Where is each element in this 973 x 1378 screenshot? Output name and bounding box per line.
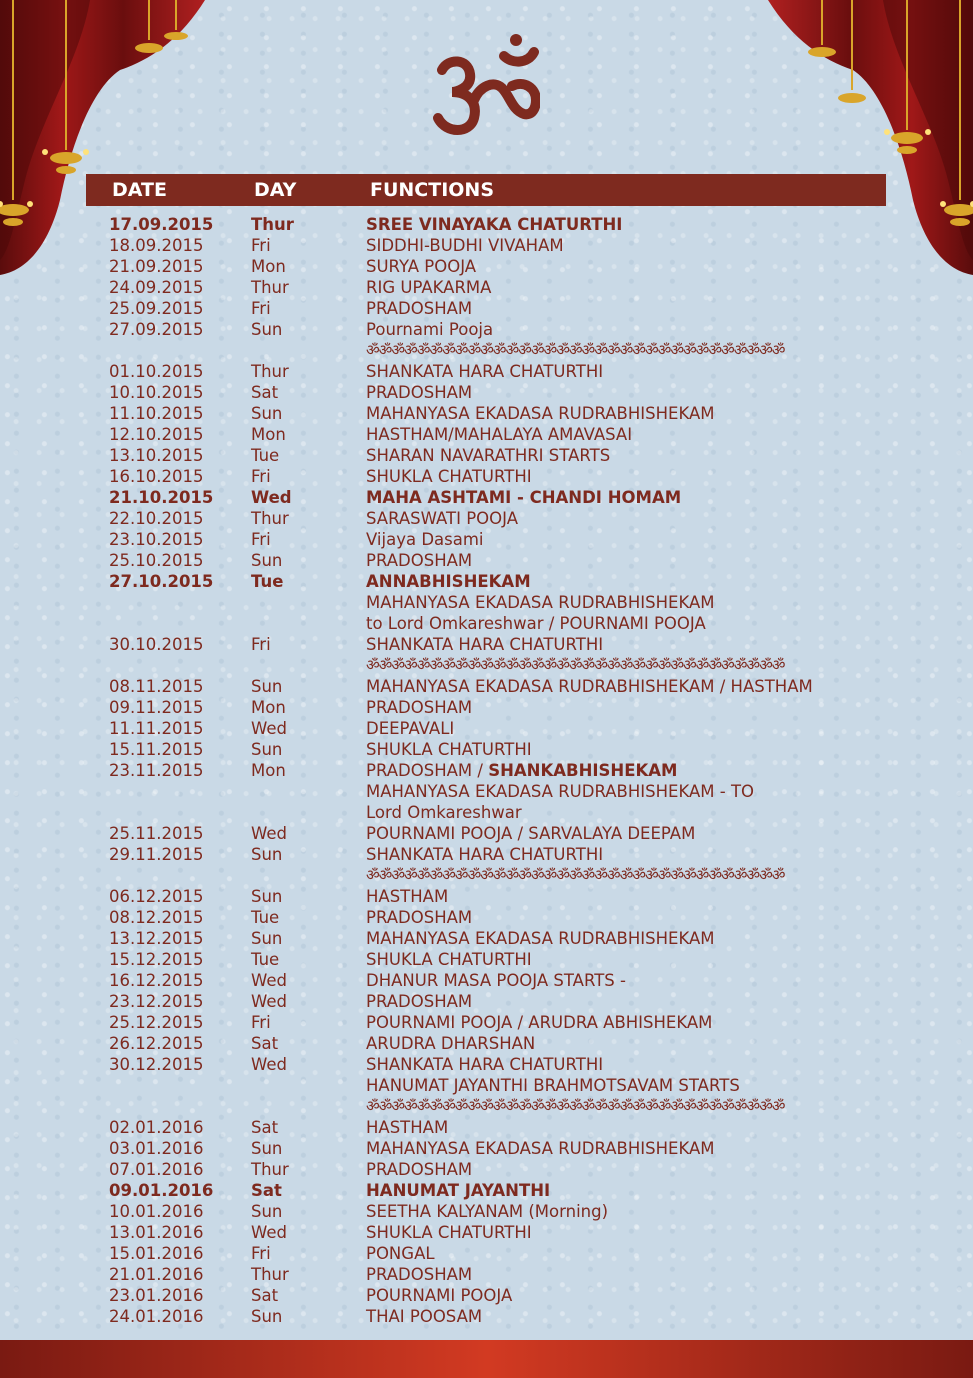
row-date: 27.09.2015 <box>109 320 204 339</box>
schedule-row <box>0 298 973 319</box>
row-date: 23.10.2015 <box>109 530 204 549</box>
row-date: 15.01.2016 <box>109 1244 204 1263</box>
row-date: 21.01.2016 <box>109 1265 204 1284</box>
row-day: Fri <box>251 1013 271 1032</box>
row-function: SHANKATA HARA CHATURTHI <box>366 635 604 654</box>
schedule-row <box>0 970 973 991</box>
schedule-row <box>0 760 973 781</box>
row-day: Sat <box>251 383 279 402</box>
row-function: HANUMAT JAYANTHI <box>366 1181 551 1200</box>
row-function: SHUKLA CHATURTHI <box>366 1223 532 1242</box>
row-day: Wed <box>251 1223 287 1242</box>
schedule-row <box>0 718 973 739</box>
row-day: Wed <box>251 824 287 843</box>
row-day: Sat <box>251 1286 279 1305</box>
schedule-row <box>0 844 973 865</box>
om-separator-text: ॐॐॐॐॐॐॐॐॐॐॐॐॐॐॐॐॐॐॐॐॐॐॐॐॐॐॐॐॐॐॐॐॐ <box>366 866 785 884</box>
row-day: Mon <box>251 257 286 276</box>
row-function: SEETHA KALYANAM (Morning) <box>366 1202 609 1221</box>
schedule-row <box>0 1180 973 1201</box>
schedule-row <box>0 403 973 424</box>
schedule-row <box>0 781 973 802</box>
row-day: Thur <box>251 509 289 528</box>
schedule-row <box>0 991 973 1012</box>
om-separator <box>0 655 973 676</box>
row-function: DEEPAVALI <box>366 719 455 738</box>
row-function: MAHANYASA EKADASA RUDRABHISHEKAM <box>366 593 715 612</box>
row-day: Thur <box>251 362 289 381</box>
footer-bar <box>0 1340 973 1378</box>
row-function <box>366 760 677 781</box>
row-function: PRADOSHAM <box>366 299 473 318</box>
row-date: 08.12.2015 <box>109 908 204 927</box>
row-day: Thur <box>251 1265 289 1284</box>
row-function: HASTHAM <box>366 887 449 906</box>
row-date: 25.12.2015 <box>109 1013 204 1032</box>
schedule-row <box>0 634 973 655</box>
row-function: SREE VINAYAKA CHATURTHI <box>366 215 623 234</box>
schedule-row <box>0 1012 973 1033</box>
row-day: Thur <box>251 278 289 297</box>
row-day: Tue <box>251 446 280 465</box>
row-day: Sun <box>251 1139 283 1158</box>
row-day: Sun <box>251 1307 283 1326</box>
header-date: DATE <box>112 179 167 201</box>
om-separator <box>0 340 973 361</box>
schedule-row <box>0 256 973 277</box>
row-date: 13.01.2016 <box>109 1223 204 1242</box>
row-date: 09.01.2016 <box>109 1181 214 1200</box>
row-date: 24.01.2016 <box>109 1307 204 1326</box>
row-day: Thur <box>251 215 294 234</box>
row-day: Mon <box>251 425 286 444</box>
row-date: 23.12.2015 <box>109 992 204 1011</box>
row-date: 11.11.2015 <box>109 719 204 738</box>
row-day: Wed <box>251 719 287 738</box>
schedule-list <box>0 214 973 1327</box>
schedule-row <box>0 802 973 823</box>
row-function: HANUMAT JAYANTHI BRAHMOTSAVAM STARTS <box>366 1076 740 1095</box>
row-date: 12.10.2015 <box>109 425 204 444</box>
row-date: 18.09.2015 <box>109 236 204 255</box>
row-day: Sun <box>251 677 283 696</box>
row-function: POURNAMI POOJA / SARVALAYA DEEPAM <box>366 824 696 843</box>
schedule-row <box>0 697 973 718</box>
row-date: 30.12.2015 <box>109 1055 204 1074</box>
row-function: SHANKATA HARA CHATURTHI <box>366 362 604 381</box>
row-date: 29.11.2015 <box>109 845 204 864</box>
schedule-row <box>0 487 973 508</box>
row-function: PRADOSHAM <box>366 383 473 402</box>
row-day: Sun <box>251 887 283 906</box>
row-function: HASTHAM/MAHALAYA AMAVASAI <box>366 425 633 444</box>
schedule-row <box>0 529 973 550</box>
row-day: Fri <box>251 467 271 486</box>
row-date: 01.10.2015 <box>109 362 204 381</box>
schedule-row <box>0 739 973 760</box>
schedule-row <box>0 1306 973 1327</box>
row-function-part: PRADOSHAM / <box>366 761 489 780</box>
row-day: Wed <box>251 1055 287 1074</box>
row-day: Sun <box>251 320 283 339</box>
row-function: PONGAL <box>366 1244 435 1263</box>
row-date: 25.11.2015 <box>109 824 204 843</box>
row-function: Lord Omkareshwar <box>366 803 522 822</box>
row-function: SHUKLA CHATURTHI <box>366 467 532 486</box>
row-function: PRADOSHAM <box>366 1160 473 1179</box>
row-function: HASTHAM <box>366 1118 449 1137</box>
row-date: 22.10.2015 <box>109 509 204 528</box>
schedule-row <box>0 550 973 571</box>
schedule-row <box>0 214 973 235</box>
row-function: SIDDHI-BUDHI VIVAHAM <box>366 236 564 255</box>
header-day: DAY <box>254 179 297 201</box>
schedule-row <box>0 613 973 634</box>
schedule-row <box>0 886 973 907</box>
row-function: to Lord Omkareshwar / POURNAMI POOJA <box>366 614 706 633</box>
schedule-row <box>0 928 973 949</box>
row-date: 25.10.2015 <box>109 551 204 570</box>
row-date: 21.10.2015 <box>109 488 214 507</box>
row-function: PRADOSHAM <box>366 992 473 1011</box>
row-function: MAHANYASA EKADASA RUDRABHISHEKAM <box>366 1139 715 1158</box>
row-date: 30.10.2015 <box>109 635 204 654</box>
row-date: 21.09.2015 <box>109 257 204 276</box>
row-date: 16.10.2015 <box>109 467 204 486</box>
row-function: MAHA ASHTAMI - CHANDI HOMAM <box>366 488 682 507</box>
row-day: Tue <box>251 950 280 969</box>
schedule-row <box>0 907 973 928</box>
row-function: DHANUR MASA POOJA STARTS - <box>366 971 626 990</box>
row-function: ANNABHISHEKAM <box>366 572 531 591</box>
row-day: Wed <box>251 971 287 990</box>
row-day: Mon <box>251 698 286 717</box>
row-function: Pournami Pooja <box>366 320 494 339</box>
row-date: 10.10.2015 <box>109 383 204 402</box>
row-day: Fri <box>251 635 271 654</box>
row-function: THAI POOSAM <box>366 1307 483 1326</box>
row-day: Fri <box>251 1244 271 1263</box>
row-function: SHARAN NAVARATHRI STARTS <box>366 446 611 465</box>
row-day: Sun <box>251 404 283 423</box>
row-date: 17.09.2015 <box>109 215 214 234</box>
row-day: Sun <box>251 845 283 864</box>
row-date: 25.09.2015 <box>109 299 204 318</box>
row-date: 02.01.2016 <box>109 1118 204 1137</box>
row-date: 07.01.2016 <box>109 1160 204 1179</box>
row-day: Sun <box>251 929 283 948</box>
row-day: Sat <box>251 1118 279 1137</box>
schedule-row <box>0 466 973 487</box>
row-function: PRADOSHAM <box>366 698 473 717</box>
schedule-row <box>0 235 973 256</box>
schedule-row <box>0 319 973 340</box>
row-date: 03.01.2016 <box>109 1139 204 1158</box>
row-date: 09.11.2015 <box>109 698 204 717</box>
row-day: Fri <box>251 530 271 549</box>
schedule-row <box>0 1054 973 1075</box>
row-date: 24.09.2015 <box>109 278 204 297</box>
row-day: Wed <box>251 488 292 507</box>
row-day: Sun <box>251 1202 283 1221</box>
row-date: 15.11.2015 <box>109 740 204 759</box>
row-date: 11.10.2015 <box>109 404 204 423</box>
row-date: 23.11.2015 <box>109 761 204 780</box>
row-date: 16.12.2015 <box>109 971 204 990</box>
row-day: Fri <box>251 236 271 255</box>
schedule-row <box>0 949 973 970</box>
row-function: PRADOSHAM <box>366 908 473 927</box>
row-day: Thur <box>251 1160 289 1179</box>
om-separator <box>0 1096 973 1117</box>
schedule-row <box>0 1159 973 1180</box>
row-day: Tue <box>251 572 284 591</box>
row-date: 13.12.2015 <box>109 929 204 948</box>
om-separator <box>0 865 973 886</box>
row-day: Tue <box>251 908 280 927</box>
row-function-bold: SHANKABHISHEKAM <box>488 761 678 780</box>
om-separator-text: ॐॐॐॐॐॐॐॐॐॐॐॐॐॐॐॐॐॐॐॐॐॐॐॐॐॐॐॐॐॐॐॐॐ <box>366 1097 785 1115</box>
row-day: Sun <box>251 551 283 570</box>
row-date: 23.01.2016 <box>109 1286 204 1305</box>
row-function: SHANKATA HARA CHATURTHI <box>366 845 604 864</box>
row-function: SHUKLA CHATURTHI <box>366 740 532 759</box>
schedule-row <box>0 277 973 298</box>
row-function: POURNAMI POOJA <box>366 1286 513 1305</box>
row-function: MAHANYASA EKADASA RUDRABHISHEKAM <box>366 404 715 423</box>
schedule-row <box>0 508 973 529</box>
schedule-row <box>0 1243 973 1264</box>
row-day: Mon <box>251 761 286 780</box>
schedule-row <box>0 1075 973 1096</box>
row-date: 10.01.2016 <box>109 1202 204 1221</box>
row-date: 08.11.2015 <box>109 677 204 696</box>
schedule-row <box>0 424 973 445</box>
row-function: MAHANYASA EKADASA RUDRABHISHEKAM <box>366 929 715 948</box>
schedule-row <box>0 361 973 382</box>
row-day: Sat <box>251 1181 282 1200</box>
row-function: RIG UPAKARMA <box>366 278 492 297</box>
row-date: 15.12.2015 <box>109 950 204 969</box>
row-date: 26.12.2015 <box>109 1034 204 1053</box>
row-function: MAHANYASA EKADASA RUDRABHISHEKAM - TO <box>366 782 755 801</box>
row-function: PRADOSHAM <box>366 551 473 570</box>
header-functions: FUNCTIONS <box>370 179 495 201</box>
row-function: Vijaya Dasami <box>366 530 484 549</box>
schedule-row <box>0 571 973 592</box>
schedule-row <box>0 1222 973 1243</box>
schedule-row <box>0 1033 973 1054</box>
schedule-row <box>0 676 973 697</box>
row-day: Wed <box>251 992 287 1011</box>
table-header <box>86 174 886 206</box>
row-function: SHUKLA CHATURTHI <box>366 950 532 969</box>
row-day: Sun <box>251 740 283 759</box>
row-function: POURNAMI POOJA / ARUDRA ABHISHEKAM <box>366 1013 713 1032</box>
row-date: 13.10.2015 <box>109 446 204 465</box>
row-function: ARUDRA DHARSHAN <box>366 1034 536 1053</box>
schedule-row <box>0 382 973 403</box>
schedule-row <box>0 445 973 466</box>
row-function: SHANKATA HARA CHATURTHI <box>366 1055 604 1074</box>
row-date: 27.10.2015 <box>109 572 214 591</box>
row-day: Fri <box>251 299 271 318</box>
row-date: 06.12.2015 <box>109 887 204 906</box>
schedule-row <box>0 823 973 844</box>
schedule-row <box>0 1117 973 1138</box>
row-function: MAHANYASA EKADASA RUDRABHISHEKAM / HASTHAM <box>366 677 813 696</box>
schedule-row <box>0 592 973 613</box>
schedule-row <box>0 1138 973 1159</box>
row-function: PRADOSHAM <box>366 1265 473 1284</box>
schedule-row <box>0 1201 973 1222</box>
row-function: SARASWATI POOJA <box>366 509 519 528</box>
om-separator-text: ॐॐॐॐॐॐॐॐॐॐॐॐॐॐॐॐॐॐॐॐॐॐॐॐॐॐॐॐॐॐॐॐॐ <box>366 341 785 359</box>
om-symbol-icon <box>428 30 540 138</box>
schedule-row <box>0 1264 973 1285</box>
row-function: SURYA POOJA <box>366 257 477 276</box>
om-separator-text: ॐॐॐॐॐॐॐॐॐॐॐॐॐॐॐॐॐॐॐॐॐॐॐॐॐॐॐॐॐॐॐॐॐ <box>366 656 785 674</box>
schedule-row <box>0 1285 973 1306</box>
row-day: Sat <box>251 1034 279 1053</box>
